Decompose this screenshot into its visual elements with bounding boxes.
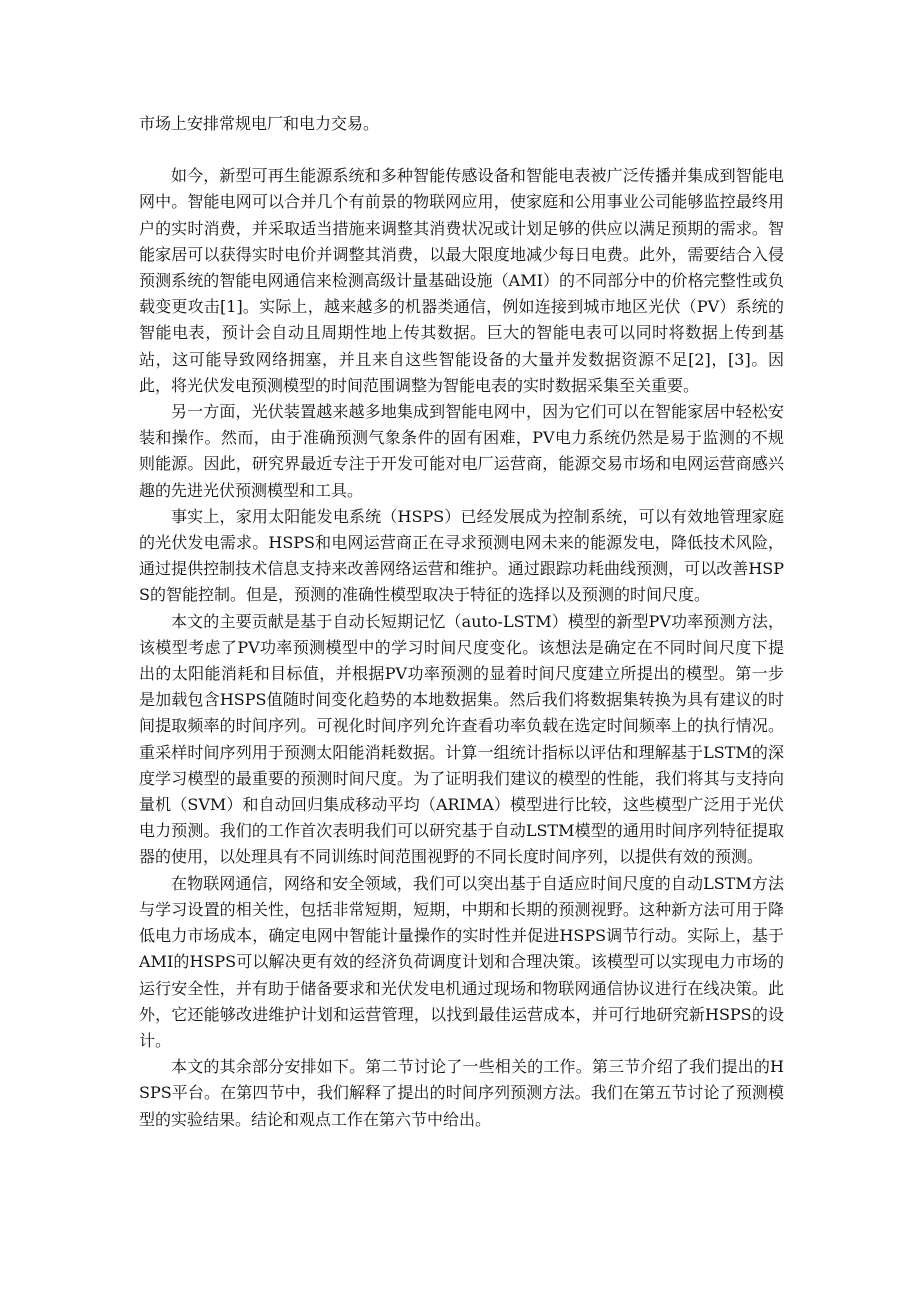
paragraph-continuation: 市场上安排常规电厂和电力交易。 [139, 114, 380, 133]
paragraph-organization: 本文的其余部分安排如下。第二节讨论了一些相关的工作。第三节介绍了我们提出的HSPS平台。在第四节中，我们解释了提出的时间序列预测方法。我们在第五节讨论了预测模型的实验结果。结论和观点工作在第六节中给出。 [139, 1057, 784, 1129]
paragraph-smart-grid: 如今，新型可再生能源系统和多种智能传感设备和智能电表被广泛传播并集成到智能电网中。智能电网可以合并几个有前景的物联网应用，使家庭和公用事业公司能够监控最终用户的实时消费，并采取适当措施来调整其消费状况或计划足够的供应以满足预期的需求。智能家居可以获得实时电价并调整其消费，以最大限度地减少每日电费。此外，需要结合入侵预测系统的智能电网通信来检测高级计量基础设施（AMI）的不同部分中的价格完整性或负载变更攻击[1]。实际上，越来越多的机器类通信，例如连接到城市地区光伏（PV）系统的智能电表，预计会自动且周期性地上传其数据。巨大的智能电表可以同时将数据上传到基站，这可能导致网络拥塞，并且来自这些智能设备的大量并发数据资源不足[2]，[3]。因此，将光伏发电预测模型的时间范围调整为智能电表的实时数据采集至关重要。 [139, 166, 784, 395]
paragraph-iot-relevance: 在物联网通信，网络和安全领域，我们可以突出基于自适应时间尺度的自动LSTM方法与学习设置的相关性，包括非常短期，短期，中期和长期的预测视野。这种新方法可用于降低电力市场成本，确定电网中智能计量操作的实时性并促进HSPS调节行动。实际上，基于AMI的HSPS可以解决更有效的经济负荷调度计划和合理决策。该模型可以实现电力市场的运行安全性，并有助于储备要求和光伏发电机通过现场和物联网通信协议进行在线决策。此外，它还能够改进维护计划和运营管理，以找到最佳运营成本，并可行地研究新HSPS的设计。 [139, 873, 784, 1050]
paragraph-pv-integration: 另一方面，光伏装置越来越多地集成到智能电网中，因为它们可以在智能家居中轻松安装和操作。然而，由于准确预测气象条件的固有困难，PV电力系统仍然是易于监测的不规则能源。因此，研究界最近专注于开发可能对电厂运营商，能源交易市场和电网运营商感兴趣的先进光伏预测模型和工具。 [139, 402, 784, 500]
paragraph-hsps: 事实上，家用太阳能发电系统（HSPS）已经发展成为控制系统，可以有效地管理家庭的光伏发电需求。HSPS和电网运营商正在寻求预测电网未来的能源发电，降低技术风险，通过提供控制技术信息支持来改善网络运营和维护。通过跟踪功耗曲线预测，可以改善HSPS的智能控制。但是，预测的准确性模型取决于特征的选择以及预测的时间尺度。 [139, 506, 784, 605]
document-body [139, 111, 784, 1133]
paragraph-gap [139, 137, 784, 163]
paragraph-contribution: 本文的主要贡献是基于自动长短期记忆（auto-LSTM）模型的新型PV功率预测方法，该模型考虑了PV功率预测模型中的学习时间尺度变化。该想法是确定在不同时间尺度下提出的太阳能消耗和目标值，并根据PV功率预测的显着时间尺度建立所提出的模型。第一步是加载包含HSPS值随时间变化趋势的本地数据集。然后我们将数据集转换为具有建议的时间提取频率的时间序列。可视化时间序列允许查看功率负载在选定时间频率上的执行情况。重采样时间序列用于预测太阳能消耗数据。计算一组统计指标以评估和理解基于LSTM的深度学习模型的最重要的预测时间尺度。为了证明我们建议的模型的性能，我们将其与支持向量机（SVM）和自动回归集成移动平均（ARIMA）模型进行比较，这些模型广泛用于光伏电力预测。我们的工作首次表明我们可以研究基于自动LSTM模型的通用时间序列特征提取器的使用，以处理具有不同训练时间范围视野的不同长度时间序列，以提供有效的预测。 [139, 611, 784, 867]
